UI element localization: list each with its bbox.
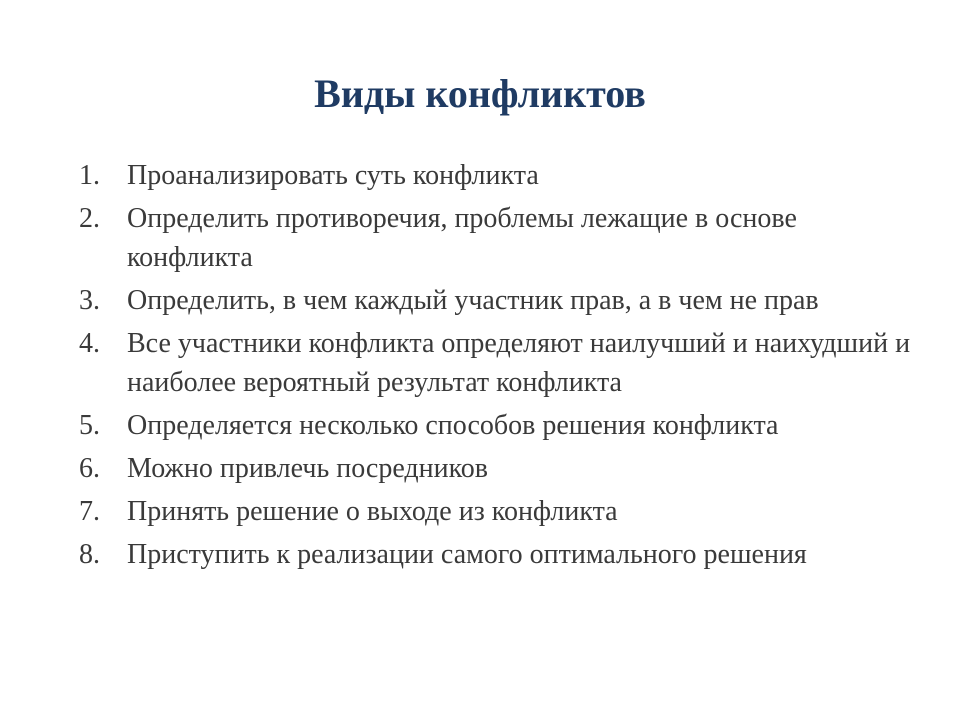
list-item-text: Можно привлечь посредников xyxy=(127,453,488,484)
list-item-text: Определяется несколько способов решения конфликта xyxy=(127,410,779,441)
list-item-text: Определить, в чем каждый участник прав, а в чем не прав xyxy=(127,285,819,316)
list-item-text: Проанализировать суть конфликта xyxy=(127,160,539,191)
list-item-text: Определить противоречия, проблемы лежащие в основе конфликта xyxy=(127,203,797,273)
list-item xyxy=(79,199,929,277)
list-item xyxy=(79,281,929,320)
list-item-number: 5. xyxy=(79,410,100,441)
list-item xyxy=(79,492,929,531)
list-item-text: Принять решение о выходе из конфликта xyxy=(127,496,618,527)
steps-list xyxy=(79,156,929,578)
list-item-number: 2. xyxy=(79,203,100,234)
list-item xyxy=(79,406,929,445)
slide-title: Виды конфликтов xyxy=(314,71,646,116)
list-item-number: 8. xyxy=(79,539,100,570)
list-item-number: 1. xyxy=(79,160,100,191)
list-item-number: 3. xyxy=(79,285,100,316)
list-item-number: 4. xyxy=(79,328,100,359)
list-item xyxy=(79,449,929,488)
list-item-text: Приступить к реализации самого оптимального решения xyxy=(127,539,807,570)
list-item xyxy=(79,535,929,574)
list-item xyxy=(79,324,929,402)
list-item-text: Все участники конфликта определяют наилучший и наихудший и наиболее вероятный результат конфликта xyxy=(127,328,911,398)
list-item-number: 6. xyxy=(79,453,100,484)
list-item-number: 7. xyxy=(79,496,100,527)
list-item xyxy=(79,156,929,195)
